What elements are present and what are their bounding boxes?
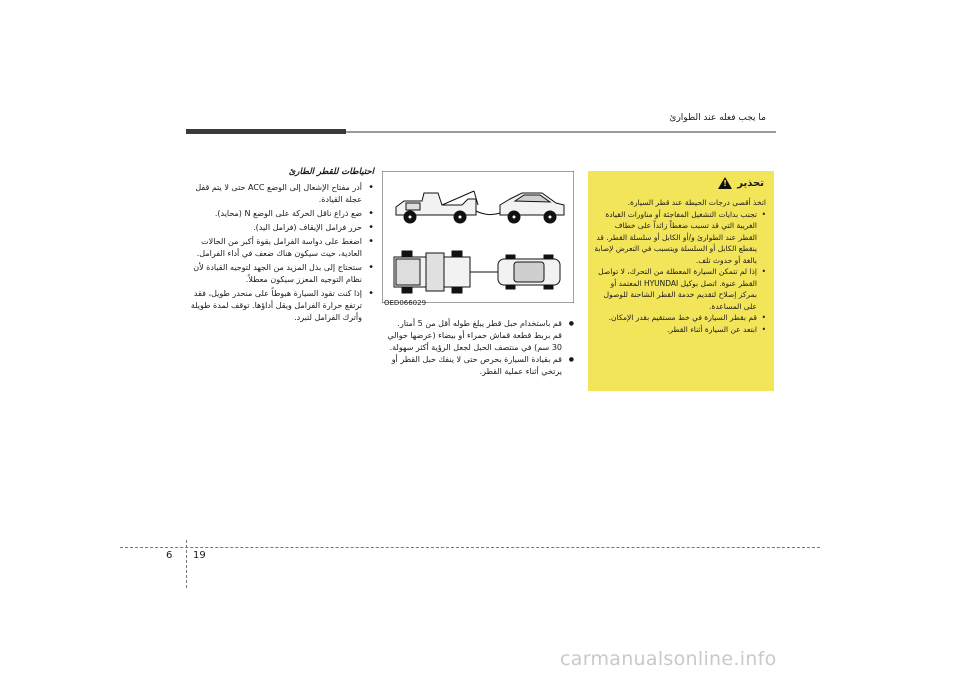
precautions-list — [186, 182, 374, 324]
emergency-towing-precautions — [186, 166, 374, 326]
precautions-heading: احتياطات للقطر الطارئ — [288, 167, 374, 177]
footer-vertical-divider — [186, 540, 187, 588]
warning-box — [588, 171, 774, 391]
section-number: 6 — [166, 550, 173, 561]
precaution-item: • إذا كنت تقود السيارة هبوطاً على منحدر طويل، فقد ترتفع حرارة الفرامل ويقل أداؤها. توقف لمدة طويلة وأترك الفرامل لتبرد. — [186, 288, 374, 324]
warning-triangle-icon: ! — [718, 177, 732, 189]
section-title: ما يجب فعله عند الطوارئ — [669, 113, 766, 123]
precaution-item: • ستحتاج إلى بذل المزيد من الجهد لتوجيه القيادة لأن نظام التوجيه المعزز سيكون معطلاً. — [186, 262, 374, 286]
warning-list — [594, 209, 766, 336]
warning-item: • تجنب بدايات التشغيل المفاجئة أو مناورات القيادة الغريبة التي قد تسبب ضغطاً زائداً على خطاف القطر عند الطوارئ و/أو الكابل أو سلسلة القطر. قد ينقطع الكابل أو السلسلة ويتسبب في التعرض لإصابة بالغة أو حدوث تلف. — [594, 209, 766, 267]
warning-item: • ابتعد عن السيارة أثناء القطر. — [594, 324, 766, 336]
warning-intro: اتخذ أقصى درجات الحيطة عند قطر السيارة. — [627, 198, 766, 207]
instruction-item: ● قم بقيادة السيارة بحرص حتى لا ينفك حبل القطر أو يرتخي أثناء عملية القطر. — [386, 354, 574, 378]
header-accent-bar — [186, 129, 346, 134]
towing-diagram — [382, 171, 574, 303]
warning-heading — [718, 177, 764, 189]
precaution-item: • حرر فرامل الإيقاف (فرامل اليد). — [186, 222, 374, 234]
figure-label: OED066029 — [384, 299, 427, 307]
towing-rope-instructions — [386, 318, 574, 378]
towed-car-top-icon — [498, 255, 560, 289]
footer-divider — [120, 547, 820, 548]
precaution-item: • أدر مفتاح الإشعال إلى الوضع ACC حتى لا يتم قفل عجلة القيادة. — [186, 182, 374, 206]
instruction-item: ● قم باستخدام حبل قطر يبلغ طوله أقل من 5 أمتار. قم بربط قطعة قماش حمراء أو بيضاء (عرضها حوالي 30 سم) في منتصف الحبل لجعل الرؤية أكثر سهولة. — [386, 318, 574, 354]
warning-title: تحذير — [737, 177, 764, 189]
watermark: carmanualsonline.info — [560, 648, 777, 670]
precaution-item: • اضغط على دواسة الفرامل بقوة أكبر من الحالات العادية، حيث سيكون هناك ضعف في أداء الفرامل. — [186, 236, 374, 260]
page-number: 19 — [193, 550, 206, 561]
warning-item: • قم بقطر السيارة في خط مستقيم بقدر الإمكان. — [594, 312, 766, 324]
towing-diagram-column — [382, 171, 574, 441]
precaution-item: • ضع ذراع ناقل الحركة على الوضع N (محايد). — [186, 208, 374, 220]
warning-body — [594, 197, 766, 335]
tow-truck-top-icon — [394, 251, 470, 293]
warning-item: • إذا لم تتمكن السيارة المعطلة من التحرك، لا تواصل القطر عنوة. اتصل بوكيل HYUNDAI المعتمد أو بمركز إصلاح لتقديم خدمة القطر الشاحنة للوصول على المساعدة. — [594, 266, 766, 312]
